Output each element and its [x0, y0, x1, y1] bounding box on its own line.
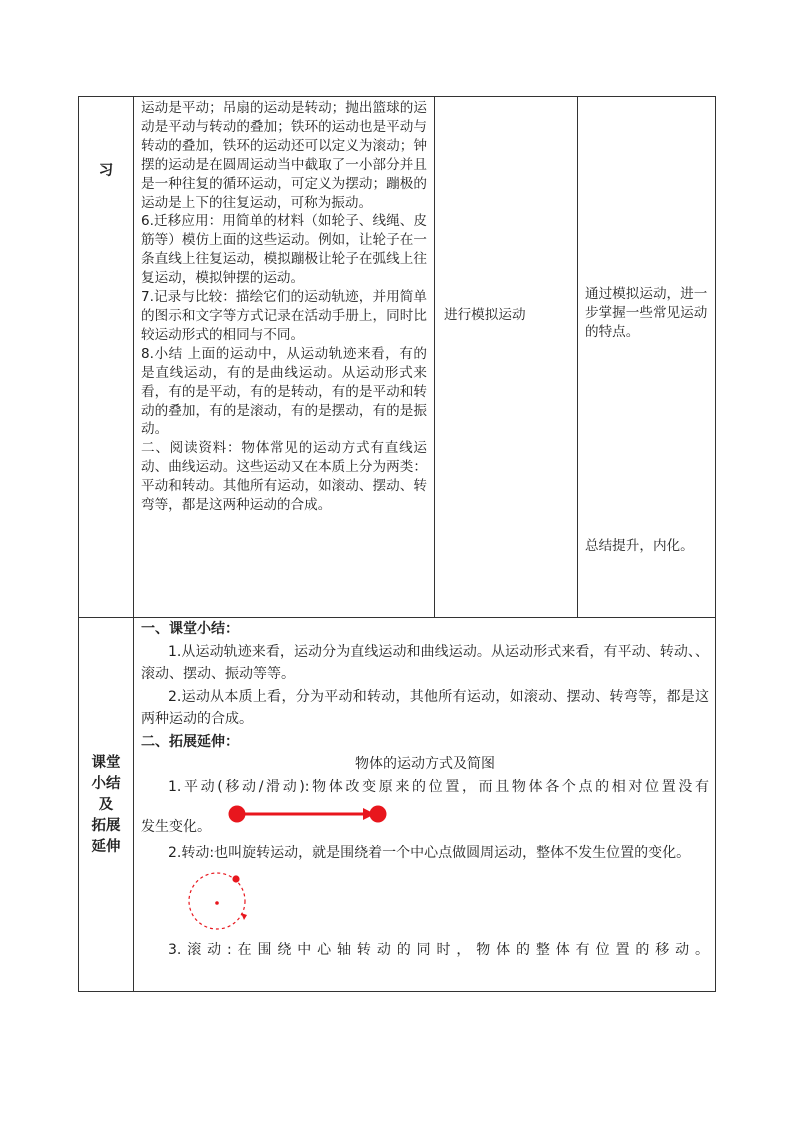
rotation-row — [141, 865, 709, 939]
row2-label — [79, 753, 133, 858]
summary-point-1: 1.从运动轨迹来看，运动分为直线运动和曲线运动。从运动形式来看，有平动、转动、、滚动、摆动、振动等等。 — [141, 643, 709, 682]
paragraph-motion-types: 运动是平动；吊扇的运动是转动；抛出篮球的运动是平动与转动的叠加；铁环的运动也是平动与转动的叠加，铁环的运动还可以定义为滚动；钟摆的运动是在圆周运动当中截取了一小部分并且是一种往复的循环运动，可定义为摆动；蹦极的运动是上下的往复运动，可称为振动。 — [141, 100, 427, 211]
lesson-table — [78, 96, 716, 992]
row2-label-line: 拓展 — [91, 818, 121, 834]
divider-v-activity — [434, 97, 435, 617]
design-intent-text-1: 通过模拟运动，进一步掌握一些常见运动的特点。 — [585, 286, 708, 340]
student-activity-text: 进行模拟运动 — [444, 307, 526, 323]
divider-v-intent — [577, 97, 578, 617]
paragraph-record-compare: 7.记录与比较：描绘它们的运动轨迹，并用简单的图示和文字等方式记录在活动手册上，同时比较运动形式的相同与不同。 — [141, 289, 427, 343]
rotation-diagram — [175, 869, 255, 941]
summary-heading: 一、课堂小结： — [141, 621, 239, 637]
divider-v-label — [133, 97, 134, 991]
translation-item: 1.平动(移动/滑动):物体改变原来的位置，而且物体各个点的相对位置没有 — [168, 778, 709, 795]
summary-extension-cell — [141, 618, 709, 961]
translation-item-cont: 发生变化。 — [141, 819, 211, 835]
design-intent-text-2: 总结提升，内化。 — [585, 538, 694, 554]
translation-diagram — [227, 799, 397, 829]
translation-row — [141, 798, 709, 842]
rotation-item: 2.转动:也叫旋转运动，就是围绕着一个中心点做圆周运动，整体不发生位置的变化。 — [168, 845, 691, 861]
extension-heading: 二、拓展延伸： — [141, 733, 239, 750]
rolling-item: 3.滚动:在围绕中心轴转动的同时，物体的整体有位置的移动。 — [168, 941, 709, 958]
teacher-activity-cell — [141, 99, 427, 515]
paragraph-summary: 8.小结 上面的运动中，从运动轨迹来看，有的是直线运动，有的是曲线运动。从运动形式来看，有的是平动，有的是转动，有的是平动和转动的叠加，有的是滚动，有的是摆动，有的是振动。 — [141, 345, 427, 438]
row2-label-line: 小结 — [91, 776, 121, 792]
row1-label: 习 — [98, 163, 114, 179]
row2-label-line: 延伸 — [91, 839, 121, 855]
figure-title: 物体的运动方式及简图 — [355, 756, 495, 772]
summary-point-2: 2.运动从本质上看，分为平动和转动，其他所有运动，如滚动、摆动、转弯等，都是这两种运动的合成。 — [141, 688, 709, 727]
paragraph-reading: 二、阅读资料：物体常见的运动方式有直线运动、曲线运动。这些运动又在本质上分为两类：平动和转动。其他所有运动，如滚动、摆动、转弯等，都是这两种运动的合成。 — [141, 440, 427, 514]
row2-label-line: 课堂 — [91, 755, 121, 771]
paragraph-transfer-application: 6.迁移应用：用简单的材料（如轮子、线绳、皮筋等）模仿上面的这些运动。例如，让轮子在一条直线上往复运动，模拟蹦极让轮子在弧线上往复运动，模拟钟摆的运动。 — [141, 213, 427, 287]
row2-label-line: 及 — [98, 797, 114, 813]
